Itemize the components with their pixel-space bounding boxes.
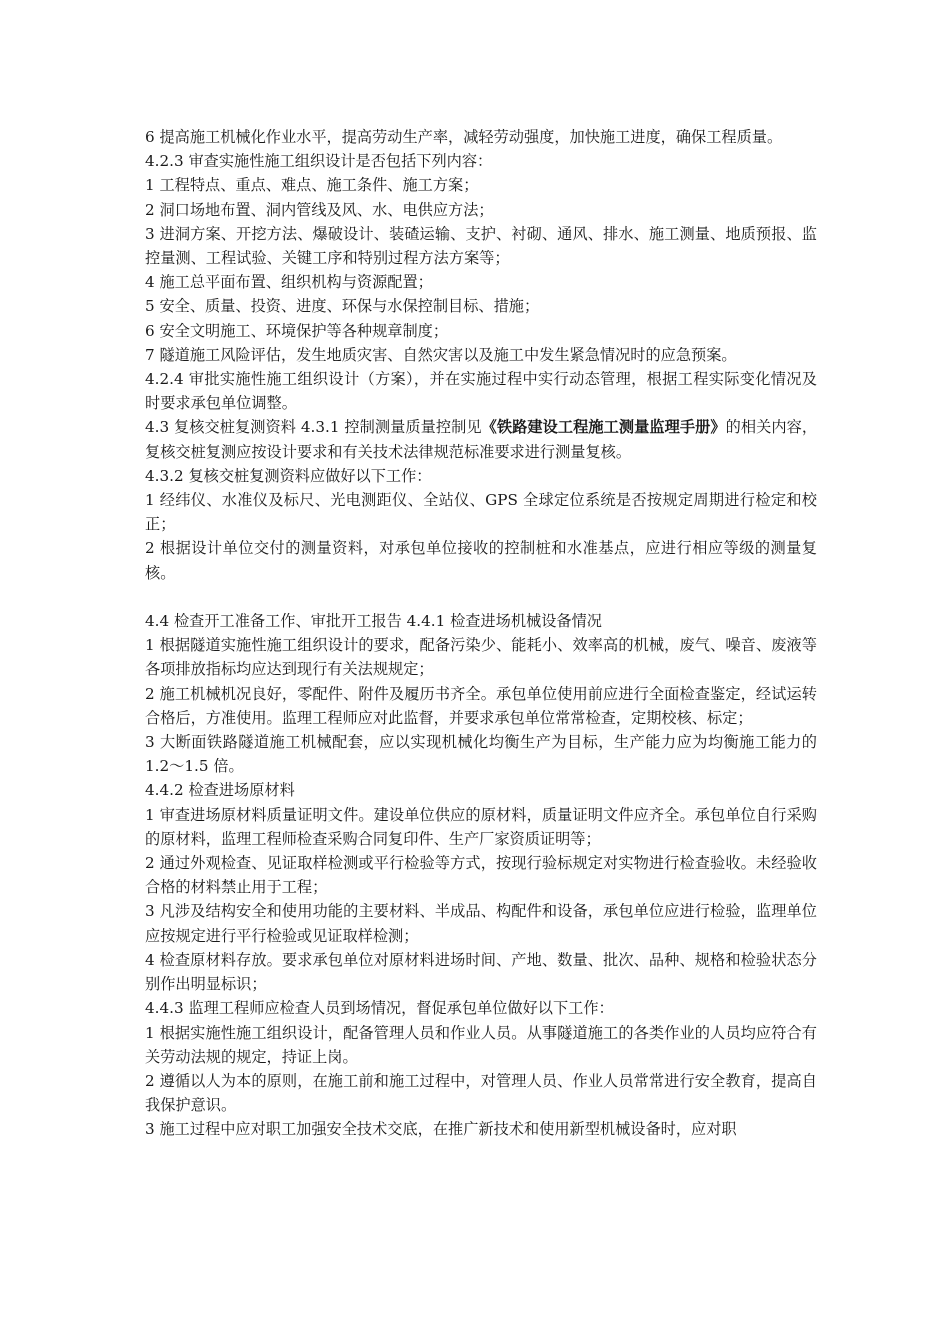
- list-item: 1 根据隧道实施性施工组织设计的要求，配备污染少、能耗小、效率高的机械，废气、噪音、废液等各项排放指标均应达到现行有关法规规定；: [145, 636, 817, 679]
- manual-title-reference: 《铁路建设工程施工测量监理手册》: [481, 418, 726, 437]
- section-heading: 4.4.2 检查进场原材料: [145, 781, 295, 800]
- section-heading: 4.3.2 复核交桩复测资料应做好以下工作：: [145, 466, 432, 485]
- list-item: 3 施工过程中应对职工加强安全技术交底，在推广新技术和使用新型机械设备时，应对职: [145, 1120, 737, 1139]
- list-item: 1 经纬仪、水准仪及标尺、光电测距仪、全站仪、GPS 全球定位系统是否按规定周期进行检定和校正；: [145, 491, 817, 534]
- list-item: 4 检查原材料存放。要求承包单位对原材料进场时间、产地、数量、批次、品种、规格和检验状态分别作出明显标识；: [145, 950, 817, 994]
- reference-lead-text: 4.3 复核交桩复测资料 4.3.1 控制测量质量控制见: [145, 418, 482, 437]
- list-item: 5 安全、质量、投资、进度、环保与水保控制目标、措施；: [145, 297, 540, 316]
- list-item: 4 施工总平面布置、组织机构与资源配置；: [145, 273, 433, 292]
- list-item: 2 遵循以人为本的原则，在施工前和施工过程中，对管理人员、作业人员常常进行安全教育，提高自我保护意识。: [145, 1071, 817, 1115]
- reference-trail-text: 的相关内容，复核交桩复测应按设计要求和有关技术法律规范标准要求进行测量复核。: [145, 418, 818, 461]
- list-item: 3 大断面铁路隧道施工机械配套，应以实现机械化均衡生产为目标，生产能力应为均衡施工能力的 1.2～1.5 倍。: [145, 733, 817, 776]
- paragraph: 6 提高施工机械化作业水平，提高劳动生产率，减轻劳动强度，加快施工进度，确保工程质量。: [145, 128, 783, 146]
- list-item: 3 进洞方案、开挖方法、爆破设计、装碴运输、支护、衬砌、通风、排水、施工测量、地质预报、监控量测、工程试验、关键工序和特别过程方法方案等；: [145, 224, 817, 268]
- section-heading-with-reference: [145, 415, 817, 463]
- section-heading: 4.2.4 审批实施性施工组织设计（方案），并在实施过程中实行动态管理，根据工程实际变化情况及时要求承包单位调整。: [145, 370, 817, 413]
- section-heading: 4.4 检查开工准备工作、审批开工报告 4.4.1 检查进场机械设备情况: [145, 612, 602, 631]
- blank-line: [145, 585, 817, 609]
- section-heading: 4.2.3 审查实施性施工组织设计是否包括下列内容：: [145, 152, 493, 171]
- document-body: [145, 125, 817, 1142]
- list-item: 1 根据实施性施工组织设计，配备管理人员和作业人员。从事隧道施工的各类作业的人员均应符合有关劳动法规的规定，持证上岗。: [145, 1023, 817, 1066]
- list-item: 6 安全文明施工、环境保护等各种规章制度；: [145, 321, 449, 340]
- list-item: 7 隧道施工风险评估，发生地质灾害、自然灾害以及施工中发生紧急情况时的应急预案。: [145, 345, 737, 364]
- list-item: 1 工程特点、重点、难点、施工条件、施工方案；: [145, 176, 479, 195]
- list-item: 2 通过外观检查、见证取样检测或平行检验等方式，按现行验标规定对实物进行检查验收。未经验收合格的材料禁止用于工程；: [145, 854, 817, 897]
- section-heading: 4.4.3 监理工程师应检查人员到场情况，督促承包单位做好以下工作：: [145, 999, 614, 1018]
- list-item: 2 施工机械机况良好，零配件、附件及履历书齐全。承包单位使用前应进行全面检查鉴定，经试运转合格后，方准使用。监理工程师应对此监督，并要求承包单位常常检查，定期校核、标定；: [145, 684, 817, 727]
- list-item: 2 洞口场地布置、洞内管线及风、水、电供应方法；: [145, 200, 494, 219]
- list-item: 3 凡涉及结构安全和使用功能的主要材料、半成品、构配件和设备，承包单位应进行检验，监理单位应按规定进行平行检验或见证取样检测；: [145, 902, 817, 945]
- list-item: 2 根据设计单位交付的测量资料，对承包单位接收的控制桩和水准基点，应进行相应等级的测量复核。: [145, 539, 817, 582]
- list-item: 1 审查进场原材料质量证明文件。建设单位供应的原材料，质量证明文件应齐全。承包单位自行采购的原材料，监理工程师检查采购合同复印件、生产厂家资质证明等；: [145, 805, 817, 848]
